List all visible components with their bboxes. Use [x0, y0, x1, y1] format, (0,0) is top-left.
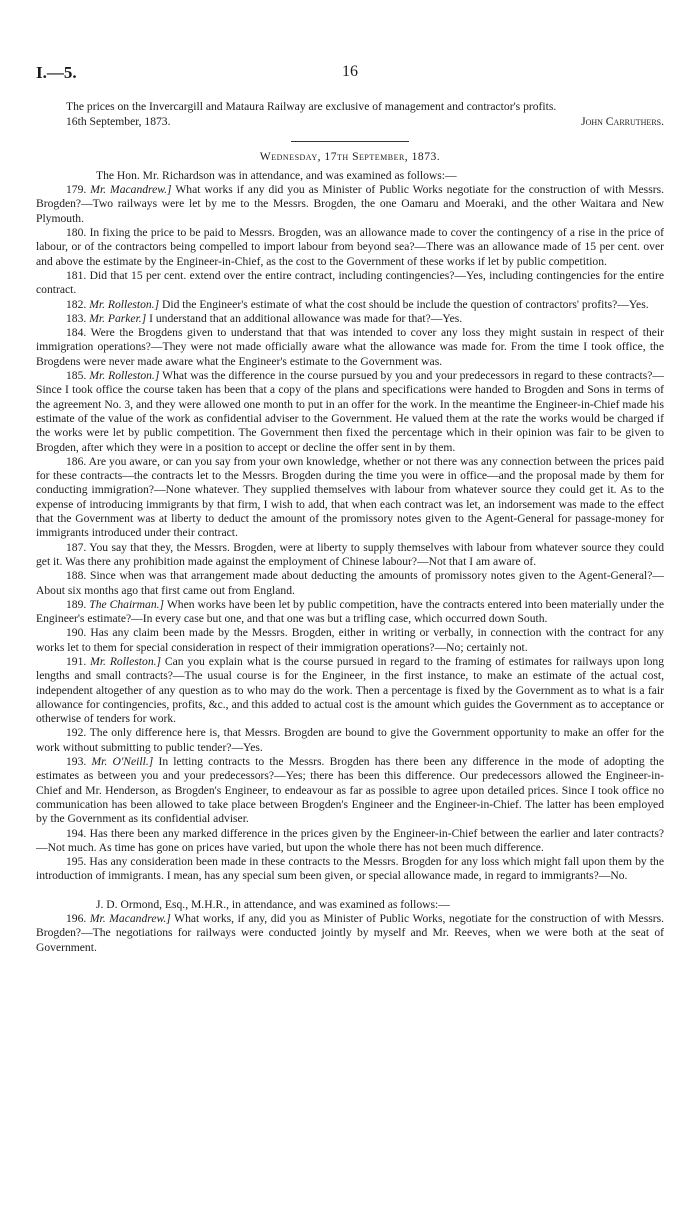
footnote-signature: John Carruthers.	[581, 115, 664, 129]
section-divider	[291, 141, 409, 142]
question-paragraph	[36, 269, 664, 298]
question-number: 196.	[66, 912, 87, 926]
footnote-text: The prices on the Invercargill and Mataura Railway are exclusive of management and contractor's profits.	[66, 100, 557, 113]
questioner: Mr. Macandrew.]	[89, 912, 171, 926]
question-text: You say that they, the Messrs. Brogden, were at liberty to supply themselves with labour from whatever source they could get it. Was there any prohibition made against the employment of Chinese labour?—Not that I am aware of.	[36, 540, 665, 568]
page-header	[36, 63, 664, 83]
question-number: 193.	[66, 755, 87, 769]
question-paragraph	[36, 183, 664, 226]
questioner: Mr. Rolleston.]	[90, 654, 162, 668]
questioner: The Chairman.]	[89, 597, 165, 611]
question-paragraph	[36, 827, 664, 856]
question-number: 190.	[66, 626, 87, 640]
question-paragraph	[36, 541, 664, 570]
second-question-list	[36, 912, 664, 955]
spacer	[36, 884, 664, 898]
question-paragraph	[36, 755, 664, 826]
footnote-date: 16th September, 1873.	[66, 115, 171, 129]
question-text: What works if any did you as Minister of Public Works negotiate for the construction of with Messrs. Brogden?—Two railways were let by me to the Messrs. Brogden, the one Oamaru and Moeraki, and the other Waitara and New Plymouth.	[36, 183, 664, 225]
question-paragraph	[36, 326, 664, 369]
question-text: What was the difference in the course pursued by you and your predecessors in regard to these contracts?—Since I took office the course taken has been that a copy of the plans and specifications were handed to Brogden and Sons in terms of the agreement No. 3, and they were allowed one month to put in an offer for the work. In the meantime the Engineer-in-Chief made his estimate of the value of the work as confidential adviser to the Government. He valued them at the rate the works would be charged if the works were let by public competition. The Government then fixed the percentage which in their opinion was fair to be given to Brogden, after which they were in a position to accept or decline the offer sent in by them.	[36, 369, 664, 454]
second-session-intro: J. D. Ormond, Esq., M.H.R., in attendance, and was examined as follows:—	[96, 897, 450, 911]
question-number: 181.	[66, 268, 87, 282]
question-number: 184.	[66, 326, 87, 340]
question-text: In letting contracts to the Messrs. Brogden has there been any difference in the mode of adopting the estimates as between you and your predecessors?—Yes; there has been this difference. Our predecessors allowed the Engineer-in-Chief and Mr. Henderson, as Brogden's Engineer, to endeavour as far as possible to agree upon detailed prices. Since I took office no communication has been allowed to take place between Brogden's Engineer and the Engineer-in-Chief. The latter has been employed by the Government as its confidential adviser.	[36, 755, 664, 826]
question-text: What works, if any, did you as Minister of Public Works, negotiate for the construction of with Messrs. Brogden?—The negotiations for railways were conducted jointly by myself and Mr. Reeves, when we were both at the seat of Government.	[36, 912, 664, 954]
page-number: 16	[342, 63, 358, 80]
question-paragraph	[36, 569, 664, 598]
question-text: The only difference here is, that Messrs. Brogden are bound to give the Government opportunity to make an offer for the work without submitting to public tender?—Yes.	[36, 726, 664, 754]
question-text: Were the Brogdens given to understand that that was intended to cover any loss they might sustain in respect of their immigration operations?—They were not made officially aware what the allowance was made for. From the time I took office, the Brogdens were never made aware what the Engineer's estimate to the Government was.	[36, 326, 664, 368]
question-text: Has any consideration been made in these contracts to the Messrs. Brogden for any loss which might fall upon them by the introduction of immigrants. I mean, has any special sum been given, or special allowance made, in regard to immigrants?—No.	[36, 855, 664, 883]
question-paragraph	[36, 626, 664, 655]
question-text: Did that 15 per cent. extend over the entire contract, including contingencies?—Yes, including contingencies for the entire contract.	[36, 268, 665, 297]
question-number: 189.	[66, 597, 87, 611]
question-text: Did the Engineer's estimate of what the cost should be include the question of contractors' profits?—Yes.	[162, 297, 649, 311]
question-number: 183.	[66, 311, 87, 325]
question-text: Can you explain what is the course pursued in regard to the framing of estimates for railways upon long lengths and small contracts?—The usual course is for the Engineer, in the first instance, to make an estimate of the actual cost, independent altogether of any question as to who may do the work. Then a percentage is fixed by the Government as to what is a fair allowance for contingencies, profits, &c., and this added to actual cost is the amount which guides the Government as to acceptance or otherwise of tenders for work.	[36, 654, 664, 726]
document-body	[36, 100, 664, 955]
question-paragraph	[36, 312, 664, 326]
question-text: Has there been any marked difference in the prices given by the Engineer-in-Chief between the earlier and later contracts?—Not much. As time has gone on prices have varied, but upon the whole there has not been much difference.	[36, 826, 664, 854]
question-text: Has any claim been made by the Messrs. Brogden, either in writing or verbally, in connection with the contract for any works let to them for special consideration in respect of their immigration operations?—No; certainly not.	[36, 626, 664, 654]
question-text: I understand that an additional allowance was made for that?—Yes.	[149, 311, 463, 325]
questioner: Mr. Parker.]	[89, 311, 147, 325]
questioner: Mr. O'Neill.]	[91, 755, 154, 769]
question-paragraph	[36, 912, 664, 955]
question-paragraph	[36, 726, 664, 755]
question-paragraph	[36, 655, 664, 726]
question-number: 182.	[66, 297, 87, 311]
question-number: 191.	[66, 654, 87, 668]
question-number: 192.	[66, 726, 87, 740]
question-number: 186.	[66, 454, 87, 468]
question-number: 194.	[66, 826, 87, 840]
question-number: 195.	[66, 855, 87, 869]
question-list	[36, 183, 664, 884]
question-paragraph	[36, 226, 664, 269]
question-text: In fixing the price to be paid to Messrs. Brogden, was an allowance made to cover the contingency of a rise in the price of labour, or of the contractors being compelled to import labour from beyond sea?—There was an allowance made of 15 per cent. over and above the estimate by the Engineer-in-Chief, as the cost to the Government of these works if let by public competition.	[36, 226, 664, 268]
question-number: 187.	[66, 540, 87, 554]
question-paragraph	[36, 369, 664, 455]
question-paragraph	[36, 298, 664, 312]
question-text: When works have been let by public competition, have the contracts entered into been materially under the Engineer's estimate?—In every case but one, and that one was but a trifling case, which occurred down South.	[36, 597, 664, 626]
question-paragraph	[36, 855, 664, 884]
questioner: Mr. Macandrew.]	[90, 183, 172, 197]
session-intro: The Hon. Mr. Richardson was in attendance, and was examined as follows:—	[96, 168, 457, 182]
question-number: 185.	[66, 369, 87, 383]
question-number: 179.	[66, 183, 87, 197]
question-text: Since when was that arrangement made about deducting the amounts of promissory notes given to the Agent-General?—About six months ago that first came out from England.	[36, 569, 664, 597]
question-number: 188.	[66, 569, 87, 583]
questioner: Mr. Rolleston.]	[89, 297, 160, 311]
question-text: Are you aware, or can you say from your own knowledge, whether or not there was any connection between the prices paid for these contracts—the contracts let to the Messrs. Brogden during the time you were in office—and the proposal made by them for conducting immigration?—None whatever. They supplied themselves with labour from whatever source they could get it. As to the expense of introducing immigrants by that firm, I wish to add, that when each contract was let, an indorsement was made to the effect that the Government was at liberty to deduct the amount of the promissory notes given to the Agent-General for passage-money for immigrants introduced under their contract.	[36, 454, 664, 540]
question-paragraph	[36, 598, 664, 627]
question-paragraph	[36, 455, 664, 541]
page-reference: I.—5.	[36, 63, 77, 82]
question-number: 180.	[66, 226, 87, 240]
session-heading: Wednesday, 17th September, 1873.	[259, 149, 441, 163]
footnote-signature-line	[36, 115, 664, 129]
questioner: Mr. Rolleston.]	[89, 369, 160, 383]
